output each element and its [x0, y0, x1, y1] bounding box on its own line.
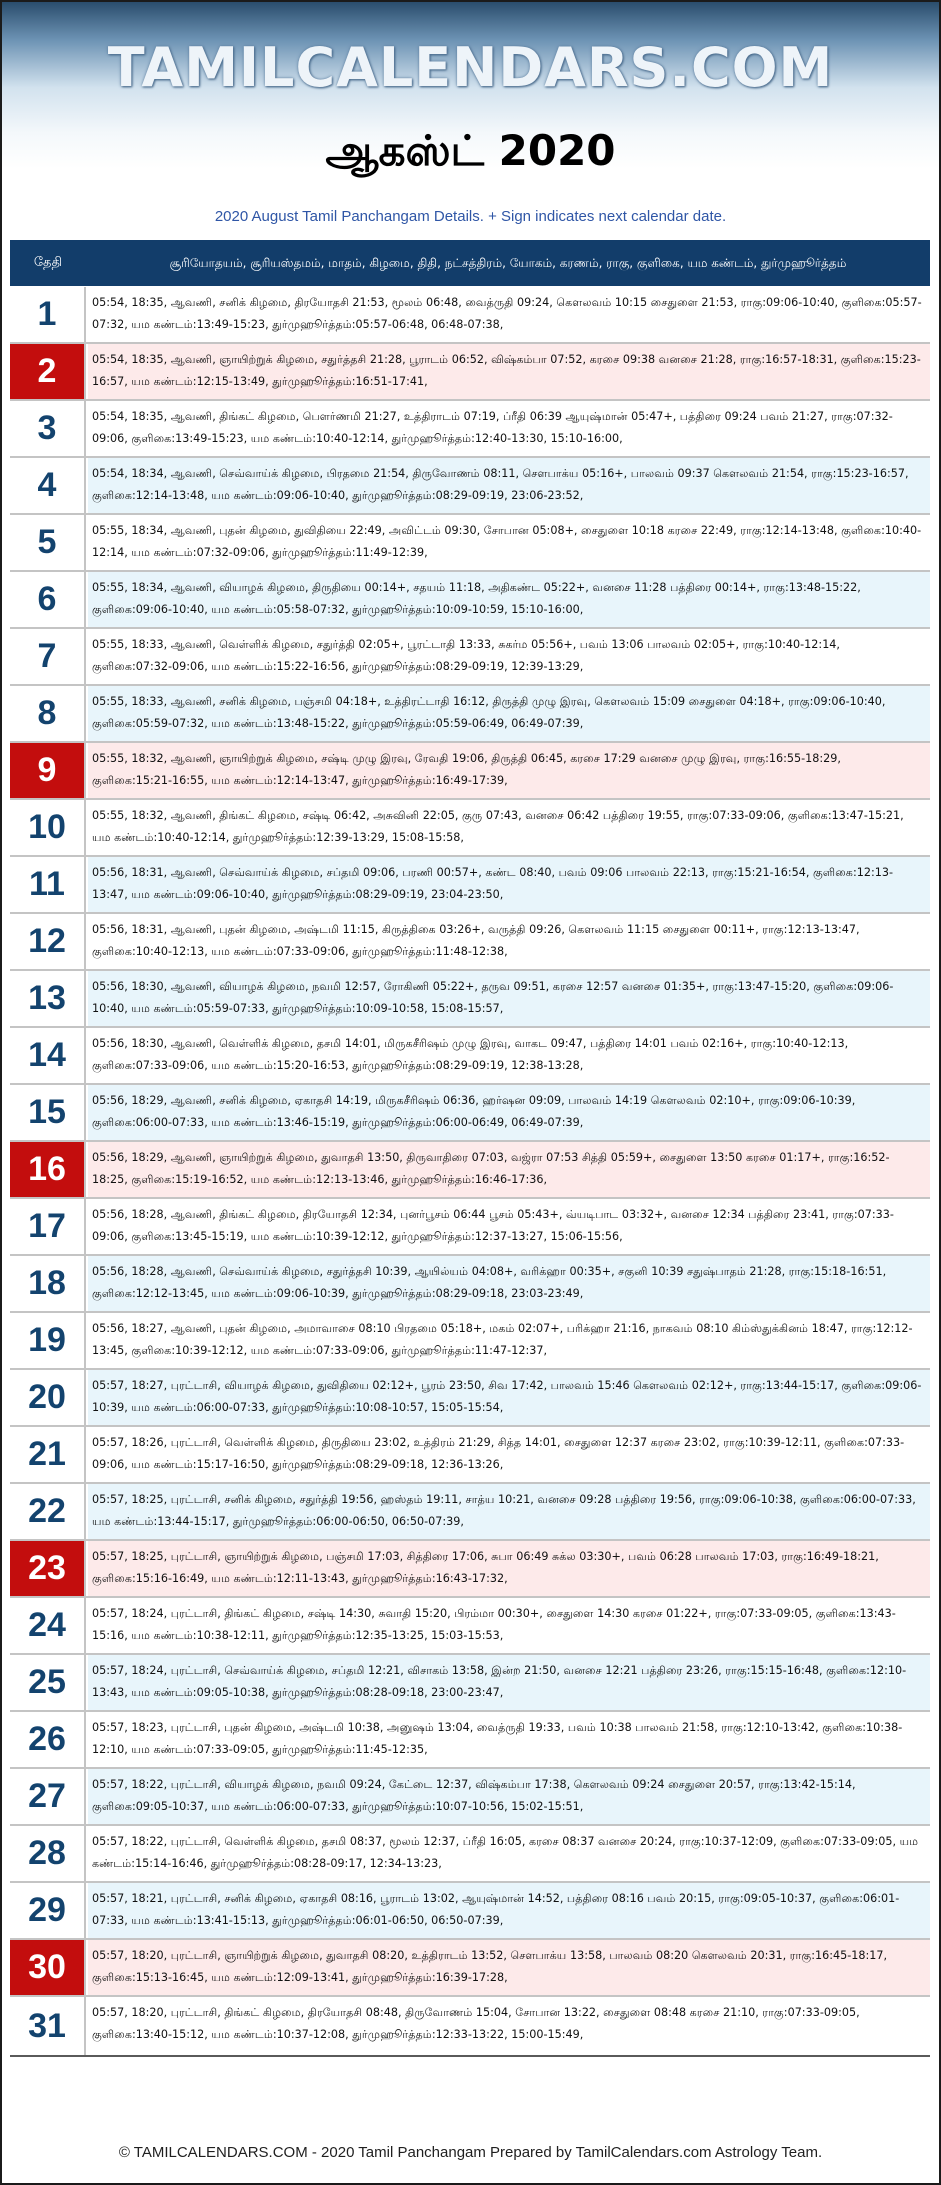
date-number: 31	[10, 1997, 86, 2055]
date-number: 3	[10, 401, 86, 456]
day-details: 05:56, 18:30, ஆவணி, வியாழக் கிழமை, நவமி 12:57, ரோகிணி 05:22+, தருவ 09:51, கரசை 12:57 வனசை 01:35+, ராகு:13:47-15:20, குளிகை:09:06-10:40, யம கண்டம்:05:59-07:33, துர்முஹூர்த்தம்:10:09-10:58, 15:08-15:57,	[88, 971, 930, 1026]
day-details: 05:56, 18:31, ஆவணி, செவ்வாய்க் கிழமை, சப்தமி 09:06, பரணி 00:57+, கண்ட 08:40, பவம் 09:06 பாலவம் 22:13, ராகு:15:21-16:54, குளிகை:12:13-13:47, யம கண்டம்:09:06-10:40, துர்முஹூர்த்தம்:08:29-09:19, 23:04-23:50,	[88, 857, 930, 912]
day-details: 05:56, 18:31, ஆவணி, புதன் கிழமை, அஷ்டமி 11:15, கிருத்திகை 03:26+, வருத்தி 09:26, கௌலவம் 11:15 சைதுளை 00:11+, ராகு:12:13-13:47, குளிகை:10:40-12:13, யம கண்டம்:07:33-09:06, துர்முஹூர்த்தம்:11:48-12:38,	[88, 914, 930, 969]
day-details: 05:57, 18:22, புரட்டாசி, வியாழக் கிழமை, நவமி 09:24, கேட்டை 12:37, விஷ்கம்பா 17:38, கௌலவம் 09:24 சைதுளை 20:57, ராகு:13:42-15:14, குளிகை:09:05-10:37, யம கண்டம்:06:00-07:33, துர்முஹூர்த்தம்:10:07-10:56, 15:02-15:51,	[88, 1769, 930, 1824]
day-details: 05:55, 18:32, ஆவணி, ஞாயிற்றுக் கிழமை, சஷ்டி முழு இரவு, ரேவதி 19:06, திருத்தி 06:45, கரசை 17:29 வனசை முழு இரவு, ராகு:16:55-18:29, குளிகை:15:21-16:55, யம கண்டம்:12:14-13:47, துர்முஹூர்த்தம்:16:49-17:39,	[88, 743, 930, 798]
table-row	[10, 1484, 930, 1541]
table-row	[10, 1940, 930, 1997]
table-row	[10, 1541, 930, 1598]
table-row	[10, 1883, 930, 1940]
date-number: 12	[10, 914, 86, 969]
date-number: 25	[10, 1655, 86, 1710]
day-details: 05:54, 18:35, ஆவணி, ஞாயிற்றுக் கிழமை, சதுர்த்தசி 21:28, பூராடம் 06:52, விஷ்கம்பா 07:52, கரசை 09:38 வனசை 21:28, ராகு:16:57-18:31, குளிகை:15:23-16:57, யம கண்டம்:12:15-13:49, துர்முஹூர்த்தம்:16:51-17:41,	[88, 344, 930, 399]
date-number: 29	[10, 1883, 86, 1938]
table-row	[10, 1712, 930, 1769]
day-details: 05:56, 18:29, ஆவணி, ஞாயிற்றுக் கிழமை, துவாதசி 13:50, திருவாதிரை 07:03, வஜ்ரா 07:53 சித்தி 05:59+, சைதுளை 13:50 கரசை 01:17+, ராகு:16:52-18:25, குளிகை:15:19-16:52, யம கண்டம்:12:13-13:46, துர்முஹூர்த்தம்:16:46-17:36,	[88, 1142, 930, 1197]
table-row	[10, 971, 930, 1028]
date-number: 26	[10, 1712, 86, 1767]
day-details: 05:56, 18:29, ஆவணி, சனிக் கிழமை, ஏகாதசி 14:19, மிருகசீரிஷம் 06:36, ஹர்ஷன 09:09, பாலவம் 14:19 கௌலவம் 02:10+, ராகு:09:06-10:39, குளிகை:06:00-07:33, யம கண்டம்:13:46-15:19, துர்முஹூர்த்தம்:06:00-06:49, 06:49-07:39,	[88, 1085, 930, 1140]
day-details: 05:57, 18:25, புரட்டாசி, சனிக் கிழமை, சதுர்த்தி 19:56, ஹஸ்தம் 19:11, சாத்ய 10:21, வனசை 09:28 பத்திரை 19:56, ராகு:09:06-10:38, குளிகை:06:00-07:33, யம கண்டம்:13:44-15:17, துர்முஹூர்த்தம்:06:00-06:50, 06:50-07:39,	[88, 1484, 930, 1539]
date-number: 13	[10, 971, 86, 1026]
date-number: 6	[10, 572, 86, 627]
day-details: 05:57, 18:27, புரட்டாசி, வியாழக் கிழமை, துவிதியை 02:12+, பூரம் 23:50, சிவ 17:42, பாலவம் 15:46 கௌலவம் 02:12+, ராகு:13:44-15:17, குளிகை:09:06-10:39, யம கண்டம்:06:00-07:33, துர்முஹூர்த்தம்:10:08-10:57, 15:05-15:54,	[88, 1370, 930, 1425]
date-number: 7	[10, 629, 86, 684]
table-row	[10, 1655, 930, 1712]
day-details: 05:54, 18:34, ஆவணி, செவ்வாய்க் கிழமை, பிரதமை 21:54, திருவோணம் 08:11, சௌபாக்ய 05:16+, பாலவம் 09:37 கௌலவம் 21:54, ராகு:15:23-16:57, குளிகை:12:14-13:48, யம கண்டம்:09:06-10:40, துர்முஹூர்த்தம்:08:29-09:19, 23:06-23:52,	[88, 458, 930, 513]
date-number: 18	[10, 1256, 86, 1311]
day-details: 05:55, 18:33, ஆவணி, சனிக் கிழமை, பஞ்சமி 04:18+, உத்திரட்டாதி 16:12, திருத்தி முழு இரவு, கௌலவம் 15:09 சைதுளை 04:18+, ராகு:09:06-10:40, குளிகை:05:59-07:32, யம கண்டம்:13:48-15:22, துர்முஹூர்த்தம்:05:59-06:49, 06:49-07:39,	[88, 686, 930, 741]
table-row	[10, 743, 930, 800]
day-details: 05:57, 18:25, புரட்டாசி, ஞாயிற்றுக் கிழமை, பஞ்சமி 17:03, சித்திரை 17:06, சுபா 06:49 சுக்ல 03:30+, பவம் 06:28 பாலவம் 17:03, ராகு:16:49-18:21, குளிகை:15:16-16:49, யம கண்டம்:12:11-13:43, துர்முஹூர்த்தம்:16:43-17:32,	[88, 1541, 930, 1596]
table-row	[10, 1826, 930, 1883]
day-details: 05:56, 18:28, ஆவணி, திங்கட் கிழமை, திரயோதசி 12:34, புனர்பூசம் 06:44 பூசம் 05:43+, வ்யடிபாட 03:32+, வனசை 12:34 பத்திரை 23:41, ராகு:07:33-09:06, குளிகை:13:45-15:19, யம கண்டம்:10:39-12:12, துர்முஹூர்த்தம்:12:37-13:27, 15:06-15:56,	[88, 1199, 930, 1254]
table-row	[10, 515, 930, 572]
day-details: 05:57, 18:26, புரட்டாசி, வெள்ளிக் கிழமை, திருதியை 23:02, உத்திரம் 21:29, சித்த 14:01, சைதுளை 12:37 கரசை 23:02, ராகு:10:39-12:11, குளிகை:07:33-09:06, யம கண்டம்:15:17-16:50, துர்முஹூர்த்தம்:08:29-09:18, 12:36-13:26,	[88, 1427, 930, 1482]
table-row	[10, 1427, 930, 1484]
table-row	[10, 1370, 930, 1427]
day-details: 05:57, 18:20, புரட்டாசி, திங்கட் கிழமை, திரயோதசி 08:48, திருவோணம் 15:04, சோபான 13:22, சைதுளை 08:48 கரசை 21:10, ராகு:07:33-09:05, குளிகை:13:40-15:12, யம கண்டம்:10:37-12:08, துர்முஹூர்த்தம்:12:33-13:22, 15:00-15:49,	[88, 1997, 930, 2055]
day-details: 05:57, 18:22, புரட்டாசி, வெள்ளிக் கிழமை, தசமி 08:37, மூலம் 12:37, ப்ரீதி 16:05, கரசை 08:37 வனசை 20:24, ராகு:10:37-12:09, குளிகை:07:33-09:05, யம கண்டம்:15:14-16:46, துர்முஹூர்த்தம்:08:28-09:17, 12:34-13:23,	[88, 1826, 930, 1881]
table-row	[10, 1142, 930, 1199]
day-details: 05:57, 18:24, புரட்டாசி, செவ்வாய்க் கிழமை, சப்தமி 12:21, விசாகம் 13:58, இன்ற 21:50, வனசை 12:21 பத்திரை 23:26, ராகு:15:15-16:48, குளிகை:12:10-13:43, யம கண்டம்:09:05-10:38, துர்முஹூர்த்தம்:08:28-09:18, 23:00-23:47,	[88, 1655, 930, 1710]
day-details: 05:56, 18:30, ஆவணி, வெள்ளிக் கிழமை, தசமி 14:01, மிருகசீரிஷம் முழு இரவு, வாகட 09:47, பத்திரை 14:01 பவம் 02:16+, ராகு:10:40-12:13, குளிகை:07:33-09:06, யம கண்டம்:15:20-16:53, துர்முஹூர்த்தம்:08:29-09:19, 12:38-13:28,	[88, 1028, 930, 1083]
table-row	[10, 1256, 930, 1313]
day-details: 05:56, 18:27, ஆவணி, புதன் கிழமை, அமாவாசை 08:10 பிரதமை 05:18+, மகம் 02:07+, பரிக்ஹா 21:16, நாகவம் 08:10 கிம்ஸ்துக்கினம் 18:47, ராகு:12:12-13:45, குளிகை:10:39-12:12, யம கண்டம்:07:33-09:06, துர்முஹூர்த்தம்:11:47-12:37,	[88, 1313, 930, 1368]
table-header	[10, 240, 930, 286]
holiday-date-number: 2	[10, 344, 86, 399]
date-number: 22	[10, 1484, 86, 1539]
date-number: 17	[10, 1199, 86, 1254]
day-details: 05:55, 18:32, ஆவணி, திங்கட் கிழமை, சஷ்டி 06:42, அசுவினி 22:05, குரு 07:43, வனசை 06:42 பத்திரை 19:55, ராகு:07:33-09:06, குளிகை:13:47-15:21, யம கண்டம்:10:40-12:14, துர்முஹூர்த்தம்:12:39-13:29, 15:08-15:58,	[88, 800, 930, 855]
date-number: 19	[10, 1313, 86, 1368]
day-details: 05:55, 18:34, ஆவணி, புதன் கிழமை, துவிதியை 22:49, அவிட்டம் 09:30, சோபான 05:08+, சைதுளை 10:18 கரசை 22:49, ராகு:12:14-13:48, குளிகை:10:40-12:14, யம கண்டம்:07:32-09:06, துர்முஹூர்த்தம்:11:49-12:39,	[88, 515, 930, 570]
table-row	[10, 857, 930, 914]
date-number: 15	[10, 1085, 86, 1140]
date-number: 27	[10, 1769, 86, 1824]
date-number: 5	[10, 515, 86, 570]
table-row	[10, 1769, 930, 1826]
date-column-header: தேதி	[33, 255, 63, 270]
date-number: 24	[10, 1598, 86, 1653]
date-number: 11	[10, 857, 86, 912]
day-details: 05:55, 18:33, ஆவணி, வெள்ளிக் கிழமை, சதுர்த்தி 02:05+, பூரட்டாதி 13:33, சுகர்ம 05:56+, பவம் 13:06 பாலவம் 02:05+, ராகு:10:40-12:14, குளிகை:07:32-09:06, யம கண்டம்:15:22-16:56, துர்முஹூர்த்தம்:08:29-09:19, 12:39-13:29,	[88, 629, 930, 684]
month-title: ஆகஸ்ட் 2020	[325, 126, 616, 175]
table-row	[10, 1085, 930, 1142]
holiday-date-number: 30	[10, 1940, 86, 1995]
table-row	[10, 401, 930, 458]
date-number: 20	[10, 1370, 86, 1425]
table-row	[10, 1598, 930, 1655]
holiday-date-number: 23	[10, 1541, 86, 1596]
holiday-date-number: 9	[10, 743, 86, 798]
site-logo-title[interactable]: TAMILCALENDARS.COM	[107, 36, 834, 99]
holiday-date-number: 16	[10, 1142, 86, 1197]
date-number: 14	[10, 1028, 86, 1083]
date-number: 1	[10, 287, 86, 342]
table-row	[10, 1997, 930, 2057]
table-row	[10, 800, 930, 857]
date-number: 21	[10, 1427, 86, 1482]
table-row	[10, 344, 930, 401]
day-details: 05:57, 18:21, புரட்டாசி, சனிக் கிழமை, ஏகாதசி 08:16, பூராடம் 13:02, ஆயுஷ்மான் 14:52, பத்திரை 08:16 பவம் 20:15, ராகு:09:05-10:37, குளிகை:06:01-07:33, யம கண்டம்:13:41-15:13, துர்முஹூர்த்தம்:06:01-06:50, 06:50-07:39,	[88, 1883, 930, 1938]
day-details: 05:57, 18:20, புரட்டாசி, ஞாயிற்றுக் கிழமை, துவாதசி 08:20, உத்திராடம் 13:52, சௌபாக்ய 13:58, பாலவம் 08:20 கௌலவம் 20:31, ராகு:16:45-18:17, குளிகை:15:13-16:45, யம கண்டம்:12:09-13:41, துர்முஹூர்த்தம்:16:39-17:28,	[88, 1940, 930, 1995]
date-number: 10	[10, 800, 86, 855]
day-details: 05:54, 18:35, ஆவணி, சனிக் கிழமை, திரயோதசி 21:53, மூலம் 06:48, வைத்ருதி 09:24, கௌலவம் 10:15 சைதுளை 21:53, ராகு:09:06-10:40, குளிகை:05:57-07:32, யம கண்டம்:13:49-15:23, துர்முஹூர்த்தம்:05:57-06:48, 06:48-07:38,	[88, 287, 930, 342]
table-row	[10, 1199, 930, 1256]
table-row	[10, 572, 930, 629]
page-subtitle: 2020 August Tamil Panchangam Details. + Sign indicates next calendar date.	[214, 208, 727, 225]
table-row	[10, 458, 930, 515]
day-details: 05:56, 18:28, ஆவணி, செவ்வாய்க் கிழமை, சதுர்த்தசி 10:39, ஆயில்யம் 04:08+, வரிக்ஹா 00:35+, சகுனி 10:39 சதுஷ்பாதம் 21:28, ராகு:15:18-16:51, குளிகை:12:12-13:45, யம கண்டம்:09:06-10:39, துர்முஹூர்த்தம்:08:29-09:18, 23:03-23:49,	[88, 1256, 930, 1311]
date-number: 28	[10, 1826, 86, 1881]
table-row	[10, 1028, 930, 1085]
details-column-header: சூரியோதயம், சூரியஸ்தமம், மாதம், கிழமை, திதி, நட்சத்திரம், யோகம், கரணம், ராகு, குளிகை, யம கண்டம், துர்முஹூர்த்தம்	[169, 256, 847, 270]
page-header	[2, 2, 939, 240]
day-details: 05:54, 18:35, ஆவணி, திங்கட் கிழமை, பௌர்ணமி 21:27, உத்திராடம் 07:19, ப்ரீதி 06:39 ஆயுஷ்மான் 05:47+, பத்திரை 09:24 பவம் 21:27, ராகு:07:32-09:06, குளிகை:13:49-15:23, யம கண்டம்:10:40-12:14, துர்முஹூர்த்தம்:12:40-13:30, 15:10-16:00,	[88, 401, 930, 456]
day-details: 05:57, 18:23, புரட்டாசி, புதன் கிழமை, அஷ்டமி 10:38, அனுஷம் 13:04, வைத்ருதி 19:33, பவம் 10:38 பாலவம் 21:58, ராகு:12:10-13:42, குளிகை:10:38-12:10, யம கண்டம்:07:33-09:05, துர்முஹூர்த்தம்:11:45-12:35,	[88, 1712, 930, 1767]
table-row	[10, 287, 930, 344]
date-number: 8	[10, 686, 86, 741]
table-row	[10, 914, 930, 971]
table-row	[10, 686, 930, 743]
panchangam-table	[10, 287, 930, 2057]
day-details: 05:57, 18:24, புரட்டாசி, திங்கட் கிழமை, சஷ்டி 14:30, சுவாதி 15:20, பிரம்மா 00:30+, சைதுளை 14:30 கரசை 01:22+, ராகு:07:33-09:05, குளிகை:13:43-15:16, யம கண்டம்:10:38-12:11, துர்முஹூர்த்தம்:12:35-13:25, 15:03-15:53,	[88, 1598, 930, 1653]
table-row	[10, 1313, 930, 1370]
date-number: 4	[10, 458, 86, 513]
page-footer: © TAMILCALENDARS.COM - 2020 Tamil Panchangam Prepared by TamilCalendars.com Astrology Team.	[118, 2144, 823, 2161]
table-row	[10, 629, 930, 686]
day-details: 05:55, 18:34, ஆவணி, வியாழக் கிழமை, திருதியை 00:14+, சதயம் 11:18, அதிகண்ட 05:22+, வனசை 11:28 பத்திரை 00:14+, ராகு:13:48-15:22, குளிகை:09:06-10:40, யம கண்டம்:05:58-07:32, துர்முஹூர்த்தம்:10:09-10:59, 15:10-16:00,	[88, 572, 930, 627]
